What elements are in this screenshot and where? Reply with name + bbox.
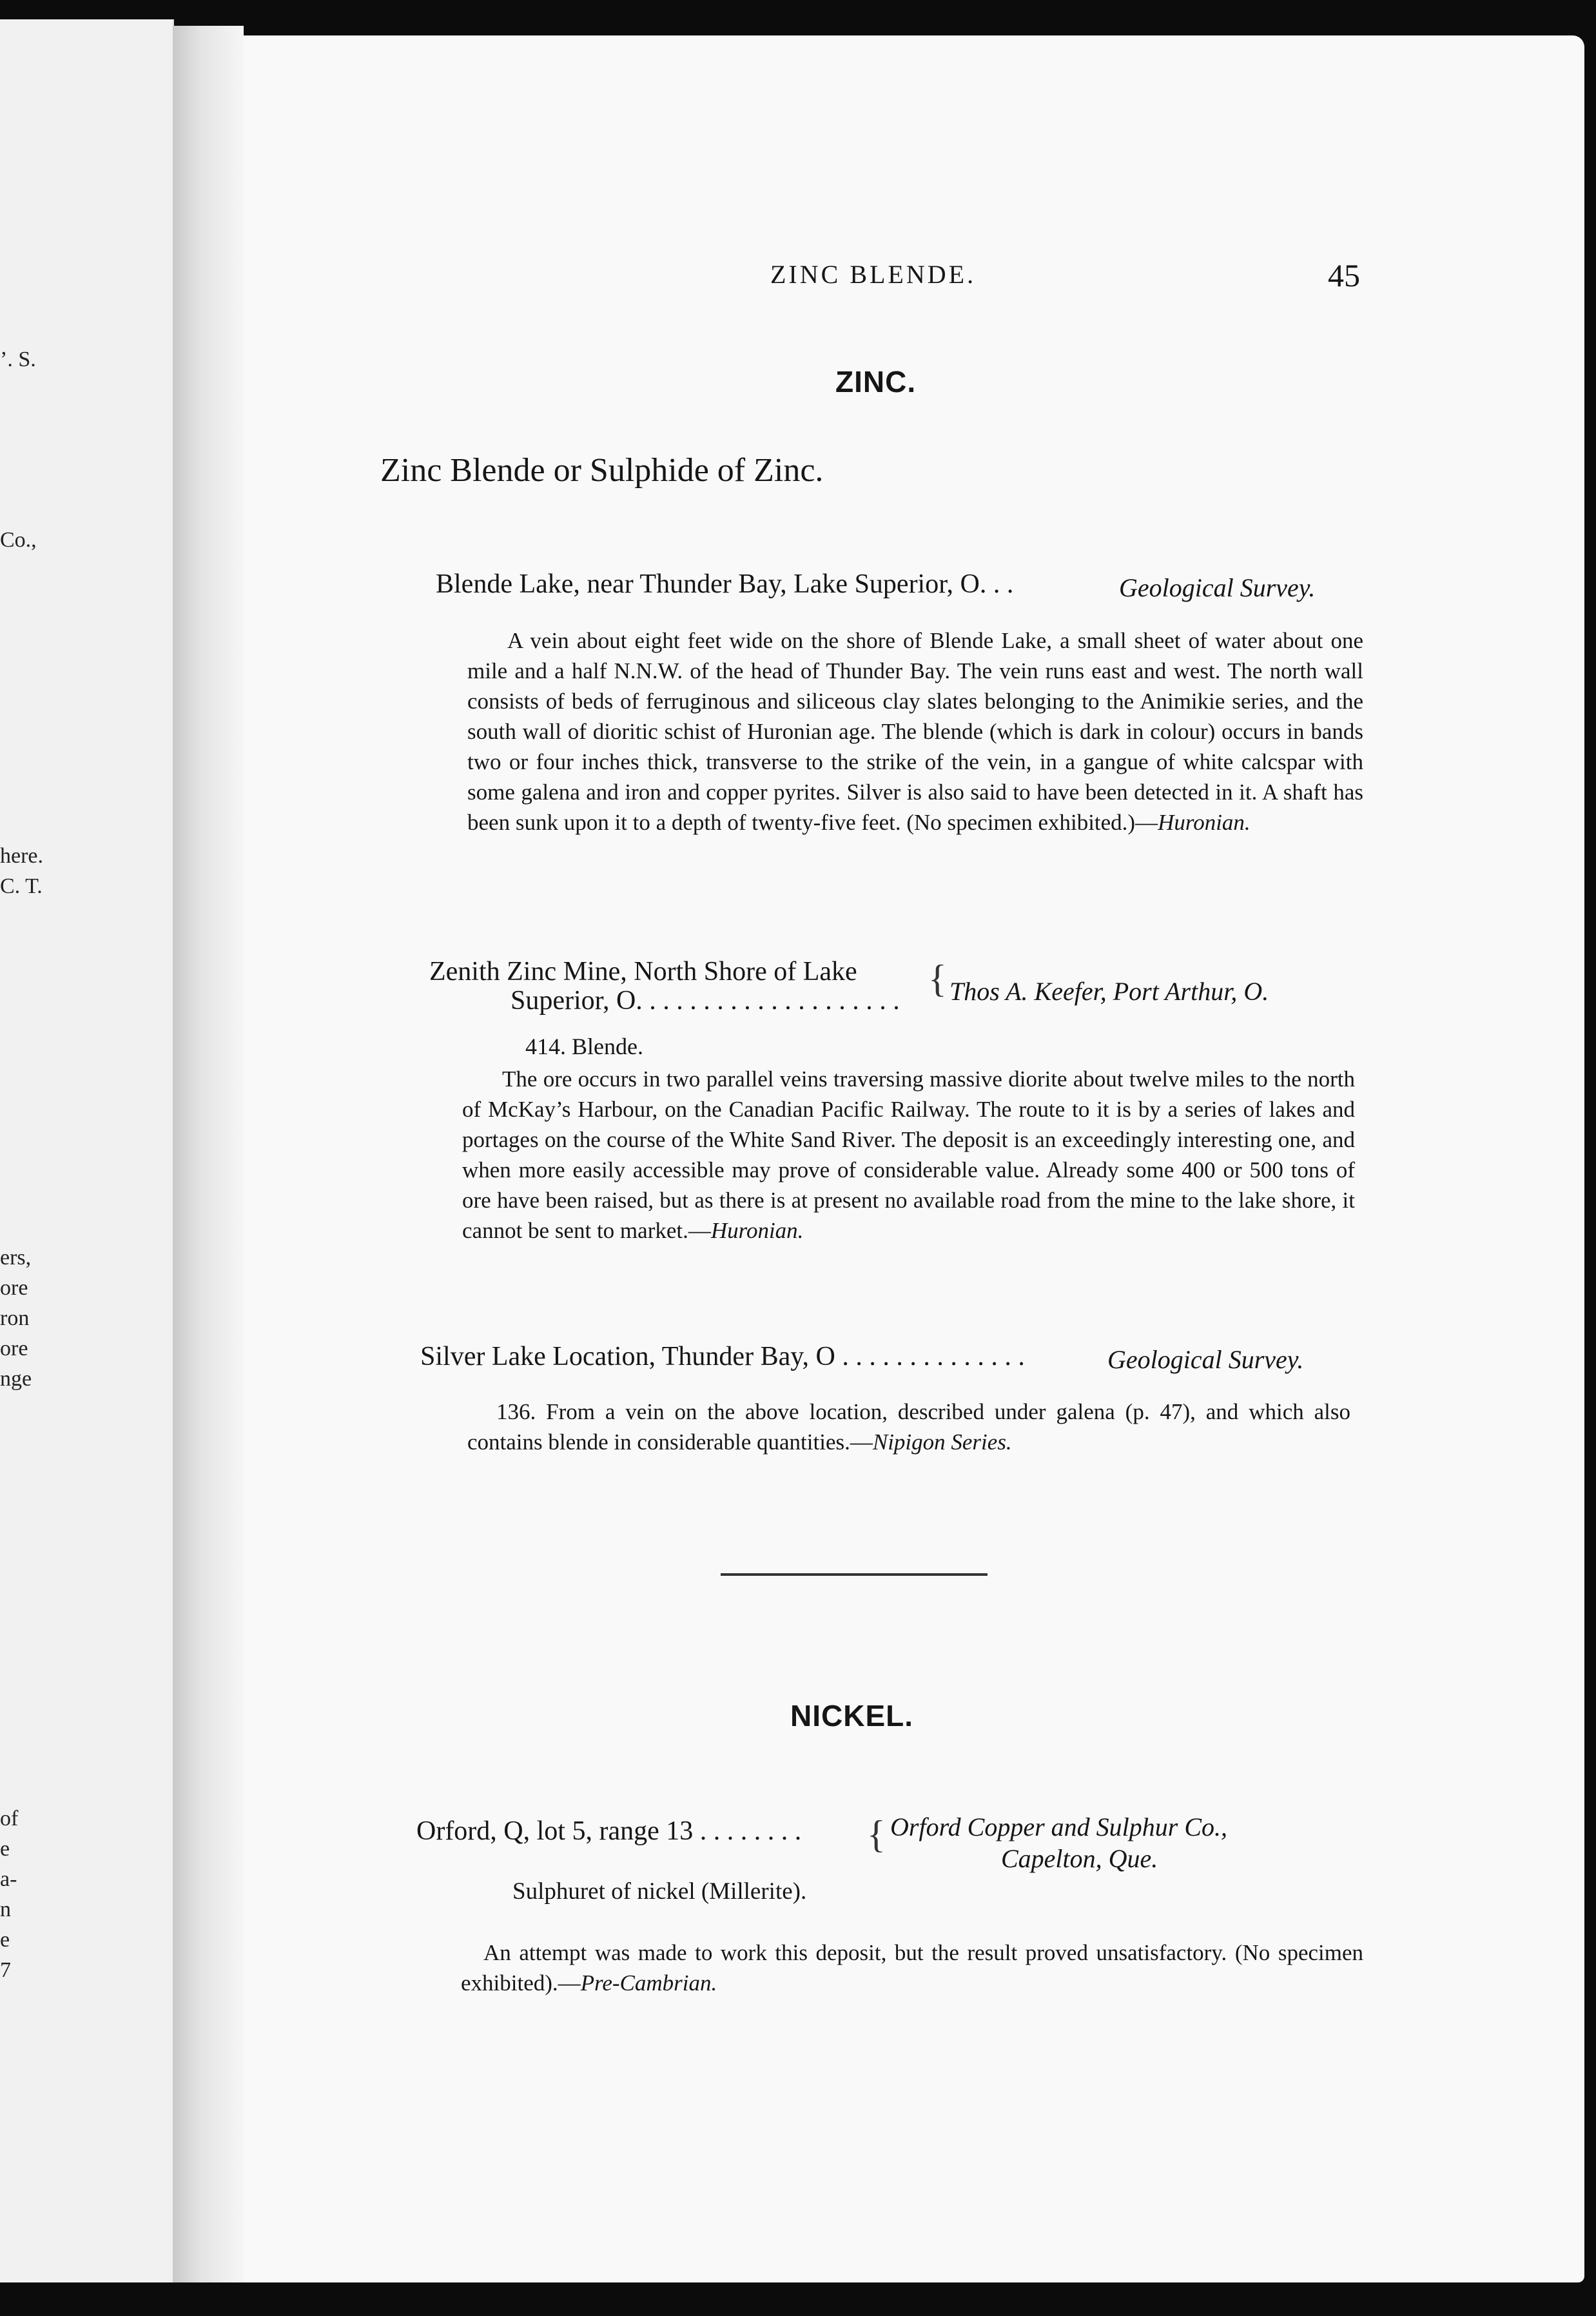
entry-credit-line1: Orford Copper and Sulphur Co.,: [890, 1812, 1228, 1841]
entry-credit: Geological Survey.: [1119, 573, 1316, 602]
facing-page-fragment: 7: [0, 1958, 11, 1982]
facing-page-fragment: n: [0, 1898, 11, 1921]
geological-age: Pre-Cambrian.: [580, 1970, 717, 1996]
geological-age: Nipigon Series.: [872, 1429, 1012, 1455]
facing-page-fragment: nge: [0, 1367, 32, 1391]
entry-locality-line2: Superior, O. . . . . . . . . . . . . . . . . . . .: [511, 986, 900, 1016]
entry-credit: Geological Survey.: [1107, 1345, 1304, 1374]
entry-description: [461, 1938, 1363, 1998]
facing-page-fragment: ore: [0, 1337, 28, 1360]
zinc-subheading: Zinc Blende or Sulphide of Zinc.: [380, 452, 824, 489]
entry-credit-line2: Capelton, Que.: [1001, 1844, 1158, 1873]
entry-description: [467, 625, 1363, 838]
facing-page-fragment: ore: [0, 1276, 28, 1300]
entry-locality: Orford, Q, lot 5, range 13 . . . . . . . .: [416, 1816, 802, 1846]
page-number: 45: [1328, 257, 1360, 293]
facing-page-fragment: e: [0, 1837, 10, 1861]
facing-page-fragment: here.: [0, 844, 44, 868]
entry-description: [467, 1397, 1350, 1457]
facing-page-fragment: of: [0, 1807, 19, 1830]
facing-page-fragment: Co.,: [0, 528, 37, 552]
specimen-label: Sulphuret of nickel (Millerite).: [512, 1878, 807, 1905]
entry-locality-line1: Zenith Zinc Mine, North Shore of Lake: [429, 957, 857, 986]
geological-age: Huronian.: [1158, 810, 1251, 835]
section-title-nickel: NICKEL.: [790, 1699, 913, 1732]
description-text: 136. From a vein on the above location, described under galena (p. 47), and which also contains blende in considerable quantities.—: [467, 1399, 1350, 1455]
book-gutter: [173, 26, 244, 2282]
section-divider: [721, 1573, 988, 1576]
facing-page-fragment: ’. S.: [0, 348, 36, 371]
facing-page-fragment: C. T.: [0, 874, 43, 898]
description-text: A vein about eight feet wide on the shore of Blende Lake, a small sheet of water about one mile and a half N.N.W. of the head of Thunder Bay. The vein runs east and west. The north wall consists of beds of ferruginous and siliceous clay slates belonging to the Animikie series, and the south wall of dioritic schist of Huronian age. The blende (which is dark in colour) occurs in bands two or four inches thick, transverse to the strike of the vein, in a gangue of white calcspar with some galena and iron and copper pyrites. Silver is also said to have been detected in it. A shaft has been sunk upon it to a depth of twenty-five feet. (No specimen exhibited.)—: [467, 628, 1363, 835]
entry-credit: Thos A. Keefer, Port Arthur, O.: [949, 977, 1269, 1006]
facing-page: [0, 19, 174, 2282]
section-title-zinc: ZINC.: [835, 365, 917, 398]
facing-page-fragment: ers,: [0, 1246, 32, 1270]
curly-brace-glyph: {: [867, 1813, 886, 1856]
description-text: The ore occurs in two parallel veins traversing massive diorite about twelve miles to the north of McKay’s Harbour, on the Canadian Pacific Railway. The route to it is by a series of lakes and portages on the course of the White Sand River. The deposit is an exceedingly interesting one, and when more easily accessible may prove of considerable value. Already some 400 or 500 tons of ore have been raised, but as there is at present no available road from the mine to the lake shore, it cannot be sent to market.—: [462, 1066, 1355, 1243]
entry-locality: Blende Lake, near Thunder Bay, Lake Superior, O. . .: [436, 569, 1014, 599]
facing-page-fragment: ron: [0, 1306, 30, 1330]
facing-page-fragment: a-: [0, 1867, 17, 1891]
entry-locality: Silver Lake Location, Thunder Bay, O . . . . . . . . . . . . . .: [420, 1342, 1025, 1371]
curly-brace-glyph: {: [928, 957, 947, 1000]
entry-description: [462, 1064, 1355, 1246]
geological-age: Huronian.: [710, 1218, 804, 1243]
running-head: ZINC BLENDE.: [770, 260, 977, 289]
facing-page-fragment: e: [0, 1928, 10, 1952]
description-text: An attempt was made to work this deposit, but the result proved unsatisfactory. (No specimen exhibited).—: [461, 1940, 1363, 1996]
specimen-label: 414. Blende.: [525, 1034, 643, 1059]
